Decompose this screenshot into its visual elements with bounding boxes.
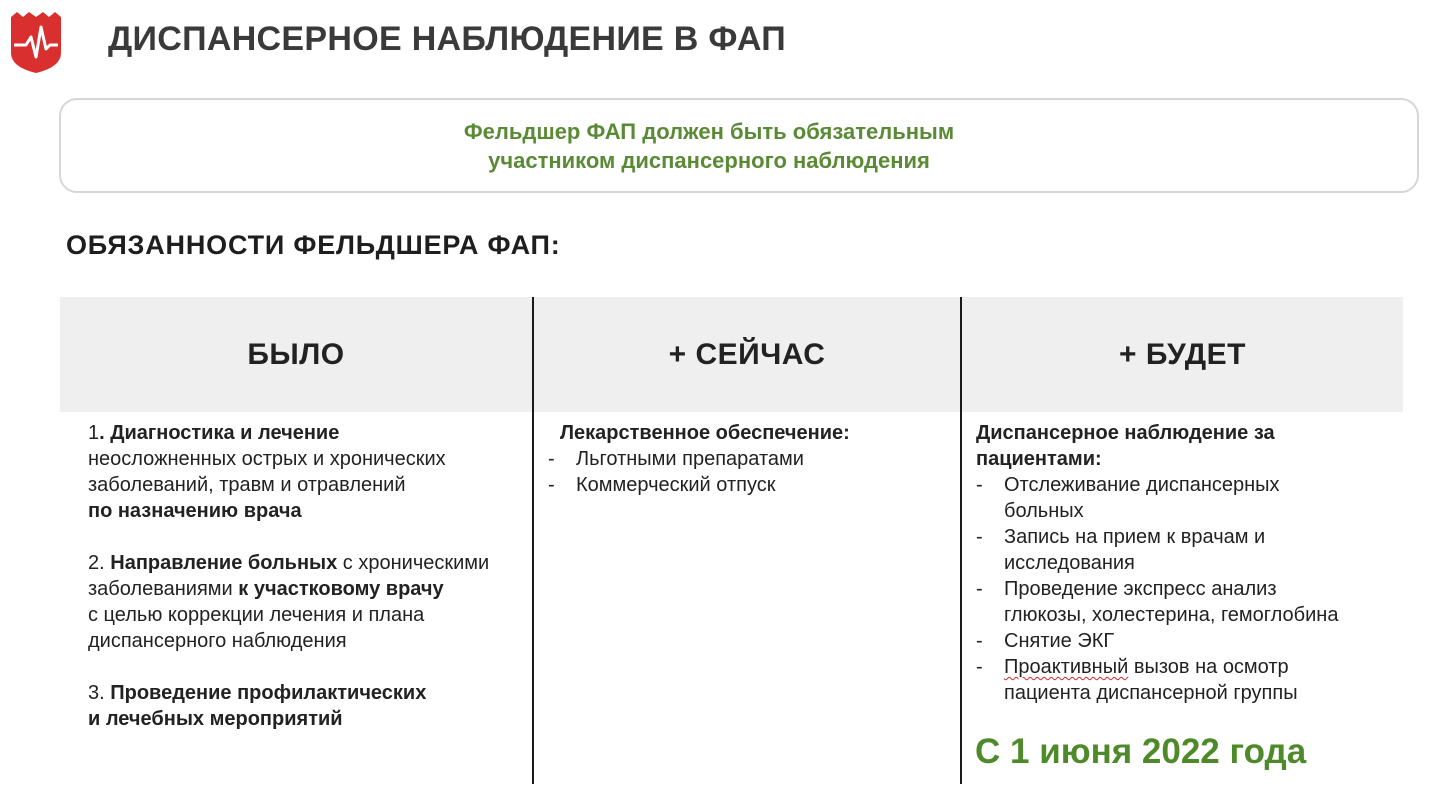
dash-bullet: - — [976, 578, 983, 600]
page-title: ДИСПАНСЕРНОЕ НАБЛЮДЕНИЕ В ФАП — [108, 20, 786, 58]
section-title: ОБЯЗАННОСТИ ФЕЛЬДШЕРА ФАП: — [66, 230, 561, 260]
column-was-content — [88, 420, 524, 732]
dash-bullet: - — [976, 474, 983, 496]
now-subtitle: Лекарственное обеспечение: — [560, 422, 850, 444]
list-item — [976, 576, 1416, 628]
will-subtitle-line-2: пациентами: — [976, 448, 1102, 470]
will-item-2-line-2: исследования — [1004, 552, 1135, 574]
was-item-1-number: 1 — [88, 422, 100, 444]
dash-bullet: - — [548, 474, 555, 496]
list-item — [976, 654, 1416, 706]
list-item — [976, 472, 1416, 524]
list-item — [548, 472, 952, 498]
will-item-2-line-1: Запись на прием к врачам и — [1004, 526, 1266, 548]
was-item-3-title: Проведение профилактических — [110, 682, 427, 704]
will-subtitle-line-1: Диспансерное наблюдение за — [976, 422, 1275, 444]
will-item-1-line-2: больных — [1004, 500, 1084, 522]
launch-date: С 1 июня 2022 года — [975, 732, 1307, 771]
column-header-was: БЫЛО — [247, 337, 345, 371]
column-header-now: + СЕЙЧАС — [668, 337, 826, 371]
now-item-2: Коммерческий отпуск — [576, 474, 776, 496]
was-item-3-number: 3. — [88, 682, 111, 704]
will-item-4: Снятие ЭКГ — [1004, 630, 1115, 652]
list-item — [976, 628, 1416, 654]
will-item-5-line-2: пациента диспансерной группы — [1004, 682, 1298, 704]
was-item-3 — [88, 680, 524, 732]
was-item-2-number: 2. — [88, 552, 111, 574]
was-item-2-line-3: с целью коррекции лечения и плана — [88, 604, 425, 626]
list-item — [976, 524, 1416, 576]
key-message-line-2: участником диспансерного наблюдения — [488, 147, 930, 173]
key-message-line-1: Фельдшер ФАП должен быть обязательным — [463, 118, 955, 144]
key-message-box — [59, 98, 1419, 193]
will-item-1-line-1: Отслеживание диспансерных — [1004, 474, 1280, 496]
was-item-2 — [88, 550, 524, 654]
column-divider-1 — [532, 297, 534, 784]
column-will-content — [976, 420, 1416, 706]
was-item-3-title-line-2: и лечебных мероприятий — [88, 708, 343, 730]
column-divider-2 — [960, 297, 962, 784]
was-item-1-line-3: заболеваний, травм и отравлений — [88, 474, 406, 496]
now-item-1: Льготными препаратами — [576, 448, 804, 470]
list-item — [548, 446, 952, 472]
will-item-3-line-1: Проведение экспресс анализ — [1004, 578, 1277, 600]
was-item-2-emphasis: к участковому врачу — [238, 578, 444, 600]
will-item-5-keyword: Проактивный — [1004, 656, 1129, 678]
column-header-will: + БУДЕТ — [1118, 337, 1246, 371]
was-item-1-title: . Диагностика и лечение — [99, 422, 340, 444]
will-item-5-line-1: вызов на осмотр — [1128, 656, 1289, 678]
will-list — [976, 472, 1416, 706]
heartbeat-shield-icon — [8, 9, 64, 75]
dash-bullet: - — [548, 448, 555, 470]
was-item-2-text: с хроническими — [337, 552, 490, 574]
was-item-2-line-4: диспансерного наблюдения — [88, 630, 347, 652]
now-list — [548, 446, 952, 498]
dash-bullet: - — [976, 630, 983, 652]
was-item-1 — [88, 420, 524, 524]
was-item-2-line-2: заболеваниями — [88, 578, 239, 600]
will-item-3-line-2: глюкозы, холестерина, гемоглобина — [1004, 604, 1339, 626]
was-item-1-line-2: неосложненных острых и хронических — [88, 448, 446, 470]
was-item-2-title: Направление больных — [110, 552, 338, 574]
was-item-1-emphasis: по назначению врача — [88, 500, 302, 522]
column-now-content — [548, 420, 952, 498]
dash-bullet: - — [976, 526, 983, 548]
dash-bullet: - — [976, 656, 983, 678]
